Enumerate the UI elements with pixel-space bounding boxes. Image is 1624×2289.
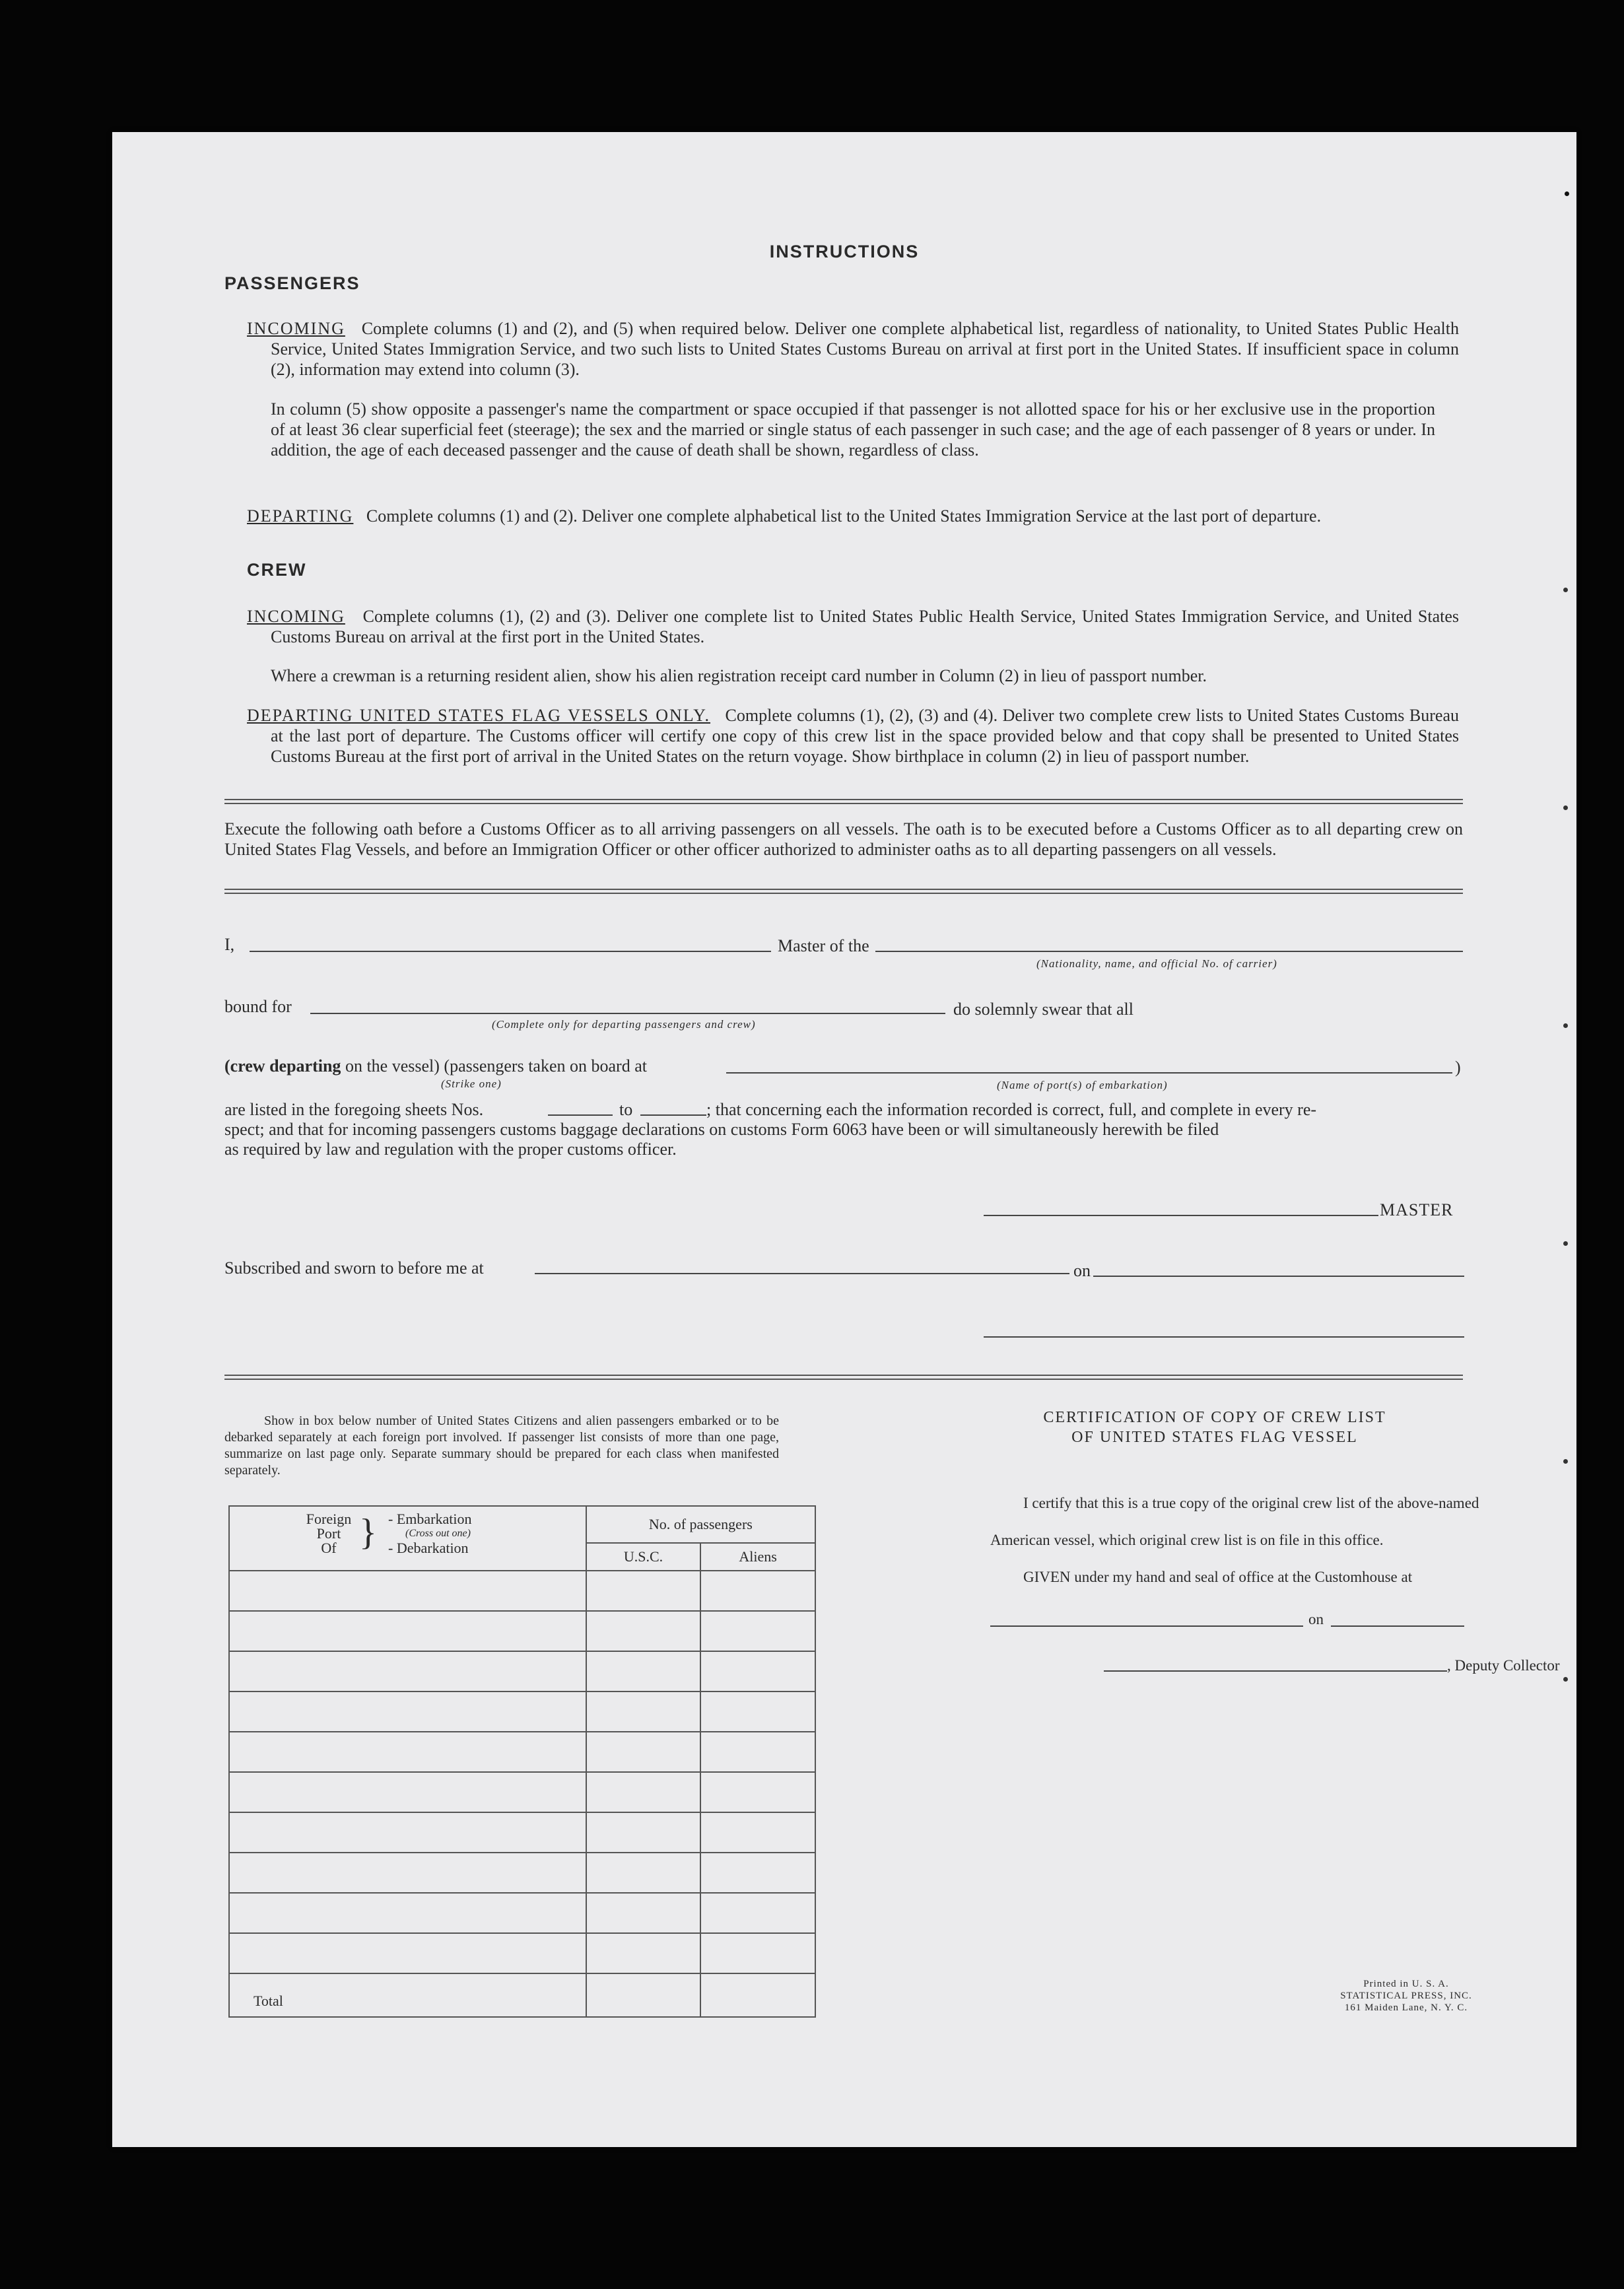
swear-text: do solemnly swear that all xyxy=(953,1000,1133,1019)
officer-signature-field[interactable] xyxy=(984,1336,1464,1338)
brace-icon: } xyxy=(359,1512,377,1553)
aliens-cell[interactable] xyxy=(700,1611,815,1651)
crew-departing-option[interactable]: (crew departing xyxy=(224,1056,341,1076)
passengers-incoming-text: Complete columns (1) and (2), and (5) when required below. Deliver one complete alphabetical list, regardless of nationality, to United States Public Health Service, United States Immigration Service, and two such lists to United States Customs Bureau on arrival at first port in the United States. If insufficient space in column (2), information may extend into column (3). xyxy=(271,319,1459,379)
crew-departing-text: Complete columns (1), (2), (3) and (4). Deliver two complete crew lists to United States Customs Bureau at the last port of departure. The Customs officer will certify one copy of this crew list in the space provided below and that copy shall be presented to United States Customs Bureau at the first port of arrival in the United States on the return voyage. Show birthplace in column (2) in lieu of passport number. xyxy=(271,706,1459,766)
master-label: MASTER xyxy=(1380,1200,1454,1219)
usc-cell[interactable] xyxy=(586,1691,701,1732)
carrier-field[interactable] xyxy=(875,951,1463,952)
summary-instructions: Show in box below number of United States Citizens and alien passengers embarked or to be debarked separately at each foreign port involved. If passenger list consists of more than one page, summarize on last page only. Separate summary should be prepared for each class when manifested separately. xyxy=(224,1414,779,1478)
passenger-summary-table xyxy=(228,1505,816,2018)
printer-line-1: Printed in U. S. A. xyxy=(1363,1979,1449,1989)
usc-cell[interactable] xyxy=(586,1893,701,1933)
master-signature-field[interactable] xyxy=(984,1215,1378,1216)
aliens-cell[interactable] xyxy=(700,1772,815,1812)
table-row xyxy=(229,1812,815,1853)
embarkation-option[interactable]: - Embarkation xyxy=(388,1511,472,1527)
aliens-cell[interactable] xyxy=(700,1893,815,1933)
master-name-field[interactable] xyxy=(250,951,771,952)
certification-title xyxy=(984,1408,1446,1447)
usc-cell[interactable] xyxy=(586,1651,701,1691)
certification-on-label: on xyxy=(1308,1611,1324,1627)
bound-for-label: bound for xyxy=(224,997,292,1016)
aliens-cell[interactable] xyxy=(700,1571,815,1611)
on-label: on xyxy=(1073,1261,1091,1280)
close-paren: ) xyxy=(1455,1058,1461,1077)
passengers-departing-text: Complete columns (1) and (2). Deliver one complete alphabetical list to the United States Immigration Service at the last port of departure. xyxy=(366,506,1322,526)
port-label-1: Foreign xyxy=(306,1511,352,1527)
sheet-to-field[interactable] xyxy=(640,1114,706,1116)
port-cell[interactable] xyxy=(229,1611,586,1651)
table-row xyxy=(229,1772,815,1812)
port-cell[interactable] xyxy=(229,1691,586,1732)
aliens-cell[interactable] xyxy=(700,1691,815,1732)
port-cell[interactable] xyxy=(229,1853,586,1893)
port-cell[interactable] xyxy=(229,1571,586,1611)
carrier-caption: (Nationality, name, and official No. of carrier) xyxy=(1036,957,1277,970)
certification-title-2: OF UNITED STATES FLAG VESSEL xyxy=(1071,1429,1358,1446)
crew-heading: CREW xyxy=(247,560,307,580)
sworn-place-field[interactable] xyxy=(535,1273,1069,1274)
crew-departing-paragraph xyxy=(247,705,1459,767)
on-vessel-text: on the vessel) xyxy=(345,1056,440,1076)
total-usc-cell[interactable] xyxy=(586,1973,701,2017)
certification-line-2: American vessel, which original crew list is on file in this office. xyxy=(990,1532,1384,1548)
printer-imprint xyxy=(1340,1978,1472,2014)
divider xyxy=(224,799,1463,804)
usc-cell[interactable] xyxy=(586,1853,701,1893)
cross-out-caption: (Cross out one) xyxy=(405,1528,471,1539)
crew-incoming-paragraph xyxy=(247,606,1459,647)
port-cell[interactable] xyxy=(229,1772,586,1812)
passengers-taken-option[interactable]: (passengers taken on board at xyxy=(444,1056,647,1076)
aliens-cell[interactable] xyxy=(700,1651,815,1691)
usc-cell[interactable] xyxy=(586,1732,701,1772)
port-label-2: Port xyxy=(316,1525,341,1542)
passengers-column5-paragraph: In column (5) show opposite a passenger's name the compartment or space occupied if that passenger is not allotted space for his or her exclusive use in the proportion of at least 36 clear superficial feet (steerage); the sex and the married or single status of each passenger in such case; and the age of each passenger of 8 years or under. In addition, the age of each deceased passenger and the cause of death shall be shown, regardless of class. xyxy=(271,399,1435,460)
aliens-header: Aliens xyxy=(700,1543,815,1571)
divider xyxy=(224,889,1463,894)
total-label: Total xyxy=(229,1973,586,2017)
crew-incoming-text: Complete columns (1), (2) and (3). Deliver one complete list to United States Public Health Service, United States Immigration Service, and United States Customs Bureau on arrival at the first port in the United States. xyxy=(271,607,1460,646)
port-cell[interactable] xyxy=(229,1812,586,1853)
passengers-departing-paragraph xyxy=(247,506,1459,526)
certification-line-1: I certify that this is a true copy of the original crew list of the above-named xyxy=(1023,1495,1479,1511)
port-cell[interactable] xyxy=(229,1933,586,1973)
no-of-passengers-header: No. of passengers xyxy=(586,1506,815,1543)
table-row xyxy=(229,1691,815,1732)
usc-cell[interactable] xyxy=(586,1933,701,1973)
master-of-the-label: Master of the xyxy=(778,936,869,955)
strike-caption: (Strike one) xyxy=(441,1077,502,1090)
subscribed-text: Subscribed and sworn to before me at xyxy=(224,1258,484,1278)
usc-cell[interactable] xyxy=(586,1611,701,1651)
usc-cell[interactable] xyxy=(586,1812,701,1853)
deputy-collector-label: , Deputy Collector xyxy=(1447,1657,1560,1674)
total-aliens-cell[interactable] xyxy=(700,1973,815,2017)
oath-i-label: I, xyxy=(224,935,235,954)
usc-cell[interactable] xyxy=(586,1571,701,1611)
listed-text-3: spect; and that for incoming passengers customs baggage declarations on customs Form 6063 have been or will simultaneously herewith be filed xyxy=(224,1120,1219,1139)
crew-returning-paragraph: Where a crewman is a returning resident alien, show his alien registration receipt card number in Column (2) in lieu of passport number. xyxy=(271,666,1207,685)
aliens-cell[interactable] xyxy=(700,1853,815,1893)
divider xyxy=(224,1375,1463,1380)
customhouse-field[interactable] xyxy=(990,1625,1303,1627)
deputy-signature-field[interactable] xyxy=(1104,1670,1447,1672)
table-row xyxy=(229,1933,815,1973)
passengers-departing-label: DEPARTING xyxy=(247,506,354,526)
port-caption: (Name of port(s) of embarkation) xyxy=(997,1079,1168,1091)
passengers-incoming-paragraph xyxy=(247,318,1459,380)
table-row xyxy=(229,1571,815,1611)
certification-date-field[interactable] xyxy=(1331,1625,1464,1627)
certification-title-1: CERTIFICATION OF COPY OF CREW LIST xyxy=(1043,1409,1386,1426)
aliens-cell[interactable] xyxy=(700,1933,815,1973)
to-label: to xyxy=(619,1100,633,1119)
port-cell[interactable] xyxy=(229,1893,586,1933)
table-row xyxy=(229,1893,815,1933)
aliens-cell[interactable] xyxy=(700,1812,815,1853)
certification-line-3: GIVEN under my hand and seal of office at the Customhouse at xyxy=(1023,1569,1413,1585)
edge-specks xyxy=(1558,132,1576,2147)
bound-for-caption: (Complete only for departing passengers and crew) xyxy=(492,1018,756,1031)
debarkation-option[interactable]: - Debarkation xyxy=(388,1540,469,1556)
aliens-cell[interactable] xyxy=(700,1732,815,1772)
table-row xyxy=(229,1651,815,1691)
listed-text-1: are listed in the foregoing sheets Nos. xyxy=(224,1100,484,1119)
port-header-cell xyxy=(229,1506,586,1571)
total-row xyxy=(229,1973,815,2017)
passengers-incoming-label: INCOMING xyxy=(247,319,345,338)
passengers-heading: PASSENGERS xyxy=(224,273,360,293)
port-cell[interactable] xyxy=(229,1732,586,1772)
table-row xyxy=(229,1853,815,1893)
port-cell[interactable] xyxy=(229,1651,586,1691)
page-title: INSTRUCTIONS xyxy=(769,242,920,261)
crew-incoming-label: INCOMING xyxy=(247,607,345,626)
listed-text-4: as required by law and regulation with the proper customs officer. xyxy=(224,1140,677,1159)
printer-line-3: 161 Maiden Lane, N. Y. C. xyxy=(1344,2002,1468,2013)
embarkation-port-field[interactable] xyxy=(726,1072,1452,1074)
printer-line-2: STATISTICAL PRESS, INC. xyxy=(1340,1991,1472,2001)
vessel-clause xyxy=(224,1056,647,1076)
form-sheet xyxy=(112,132,1576,2147)
bound-for-field[interactable] xyxy=(310,1013,945,1014)
oath-intro: Execute the following oath before a Customs Officer as to all arriving passengers on all vessels. The oath is to be executed before a Customs Officer as to all departing crew on United States Flag Vessels, and before an Immigration Officer or other officer authorized to administer oaths as to all departing passengers on all vessels. xyxy=(224,819,1463,859)
table-row xyxy=(229,1732,815,1772)
sheet-from-field[interactable] xyxy=(548,1114,613,1116)
listed-text-2: ; that concerning each the information recorded is correct, full, and complete in every re- xyxy=(706,1100,1317,1119)
table-row xyxy=(229,1611,815,1651)
sworn-date-field[interactable] xyxy=(1093,1276,1464,1277)
usc-cell[interactable] xyxy=(586,1772,701,1812)
port-label-3: Of xyxy=(321,1540,337,1556)
crew-departing-label: DEPARTING UNITED STATES FLAG VESSELS ONLY. xyxy=(247,706,711,725)
usc-header: U.S.C. xyxy=(586,1543,701,1571)
